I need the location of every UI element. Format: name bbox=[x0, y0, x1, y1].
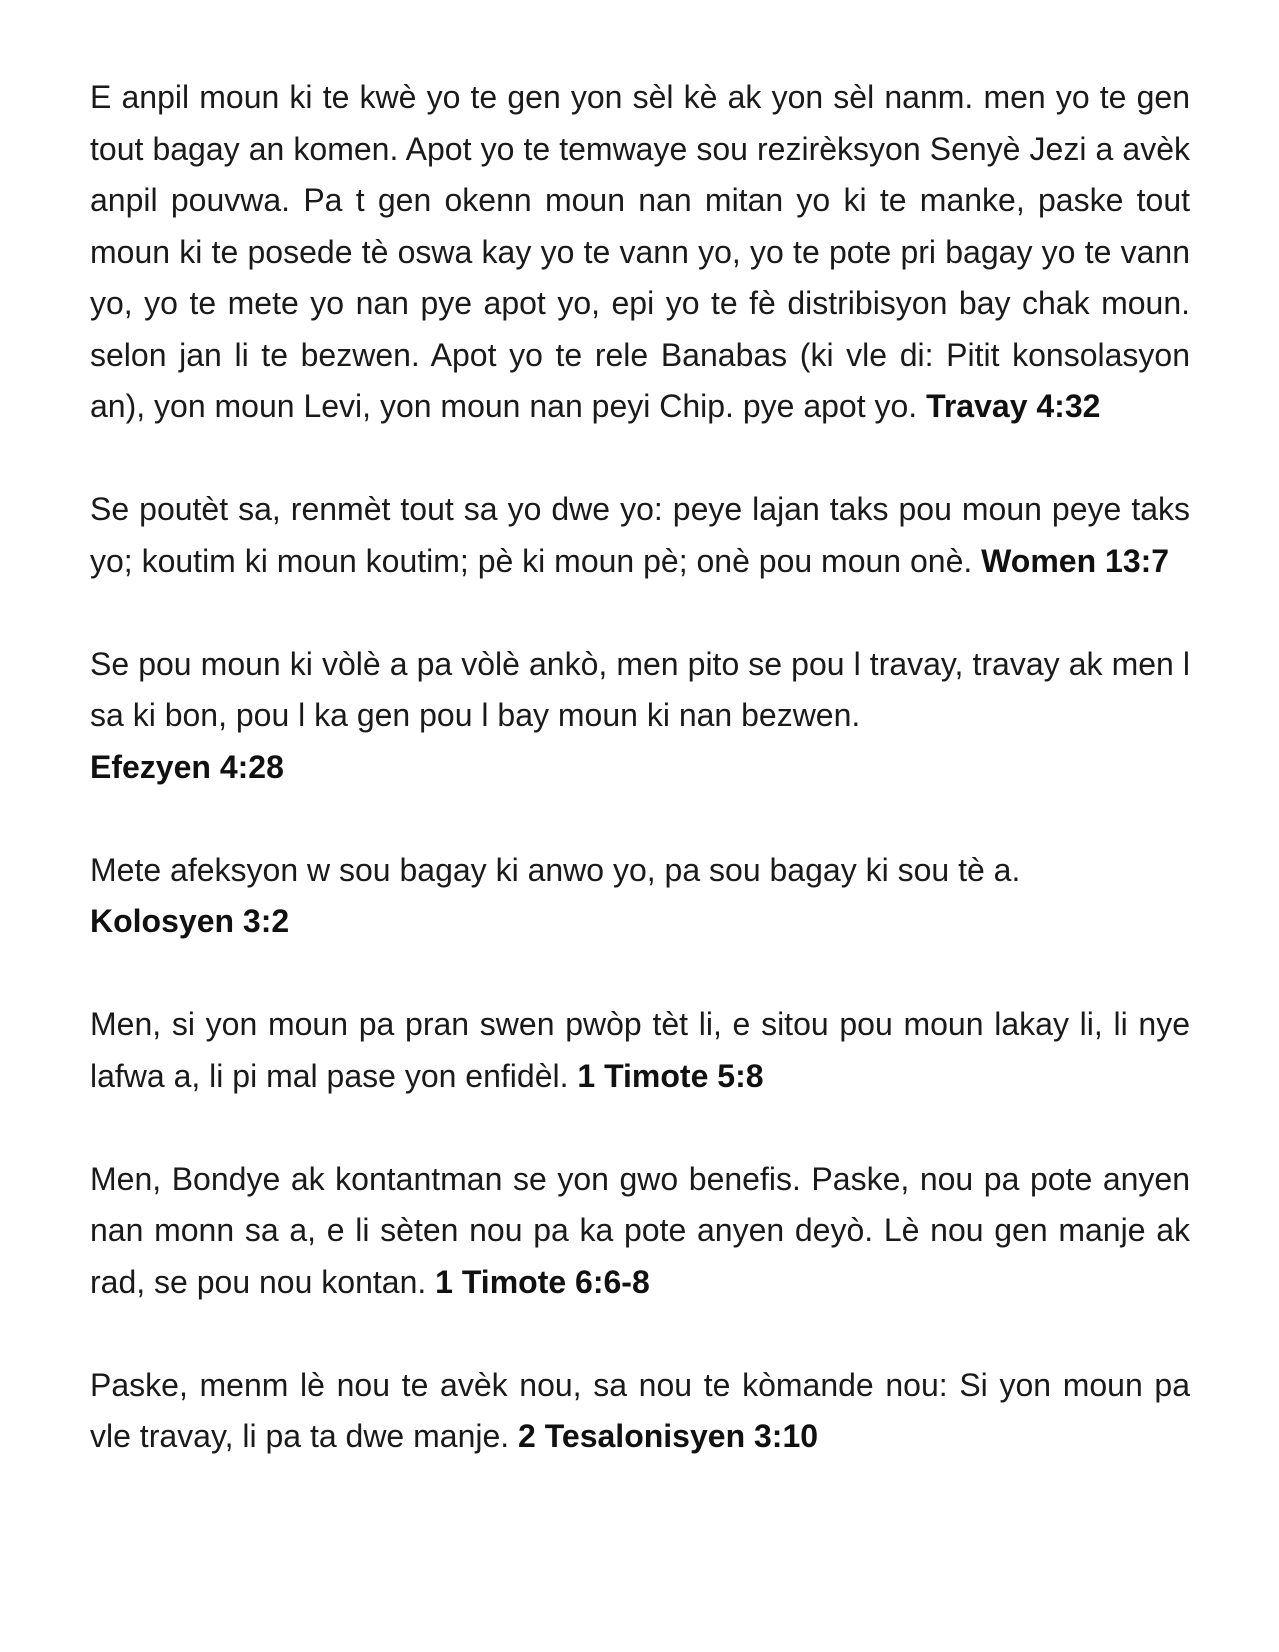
passage-5 bbox=[90, 999, 1190, 1102]
scripture-reference: Kolosyen 3:2 bbox=[90, 903, 290, 939]
passage-text: Se pou moun ki vòlè a pa vòlè ankò, men pito se pou l travay, travay ak men l sa ki bon, pou l ka gen pou l bay moun ki nan bezwen. bbox=[90, 645, 1190, 733]
passage-2 bbox=[90, 484, 1190, 587]
scripture-reference: 1 Timote 6:6-8 bbox=[435, 1263, 650, 1300]
scripture-reference: Travay 4:32 bbox=[926, 388, 1101, 424]
passage-text: Se poutèt sa, renmèt tout sa yo dwe yo: peye lajan taks pou moun peye taks yo; koutim ki moun koutim; pè ki moun pè; onè pou moun onè. bbox=[90, 491, 1190, 579]
passage-3 bbox=[90, 639, 1190, 794]
scripture-reference: Women 13:7 bbox=[981, 542, 1170, 579]
scripture-reference: Efezyen 4:28 bbox=[90, 748, 284, 785]
passage-text: Paske, menm lè nou te avèk nou, sa nou te kòmande nou: Si yon moun pa vle travay, li pa ta dwe manje. bbox=[90, 1366, 1190, 1454]
passage-7 bbox=[90, 1360, 1190, 1463]
scripture-reference: 1 Timote 5:8 bbox=[577, 1057, 764, 1094]
document-page bbox=[90, 72, 1190, 1463]
passage-text: Men, Bondye ak kontantman se yon gwo benefis. Paske, nou pa pote anyen nan monn sa a, e li sèten nou pa ka pote anyen deyò. Lè nou gen manje ak rad, se pou nou kontan. bbox=[90, 1160, 1190, 1300]
passage-4 bbox=[90, 845, 1190, 948]
passage-text: E anpil moun ki te kwè yo te gen yon sèl kè ak yon sèl nanm. men yo te gen tout bagay an komen. Apot yo te temwaye sou rezirèksyon Senyè Jezi a avèk anpil pouvwa. Pa t gen okenn moun nan mitan yo ki te manke, paske tout moun ki te posede tè oswa kay yo te vann yo, yo te pote pri bagay yo te vann yo, yo te mete yo nan pye apot yo, epi yo te fè distribisyon bay chak moun. selon jan li te bezwen. Apot yo te rele Banabas (ki vle di: Pitit konsolasyon an), yon moun Levi, yon moun nan peyi Chip. pye apot yo. bbox=[90, 79, 1190, 424]
passage-text: Men, si yon moun pa pran swen pwòp tèt li, e sitou pou moun lakay li, li nye lafwa a, li pi mal pase yon enfidèl. bbox=[90, 1006, 1190, 1094]
scripture-reference: 2 Tesalonisyen 3:10 bbox=[518, 1418, 819, 1454]
passage-text: Mete afeksyon w sou bagay ki anwo yo, pa sou bagay ki sou tè a. bbox=[90, 851, 1021, 888]
passage-6 bbox=[90, 1154, 1190, 1309]
passage-1 bbox=[90, 72, 1190, 433]
